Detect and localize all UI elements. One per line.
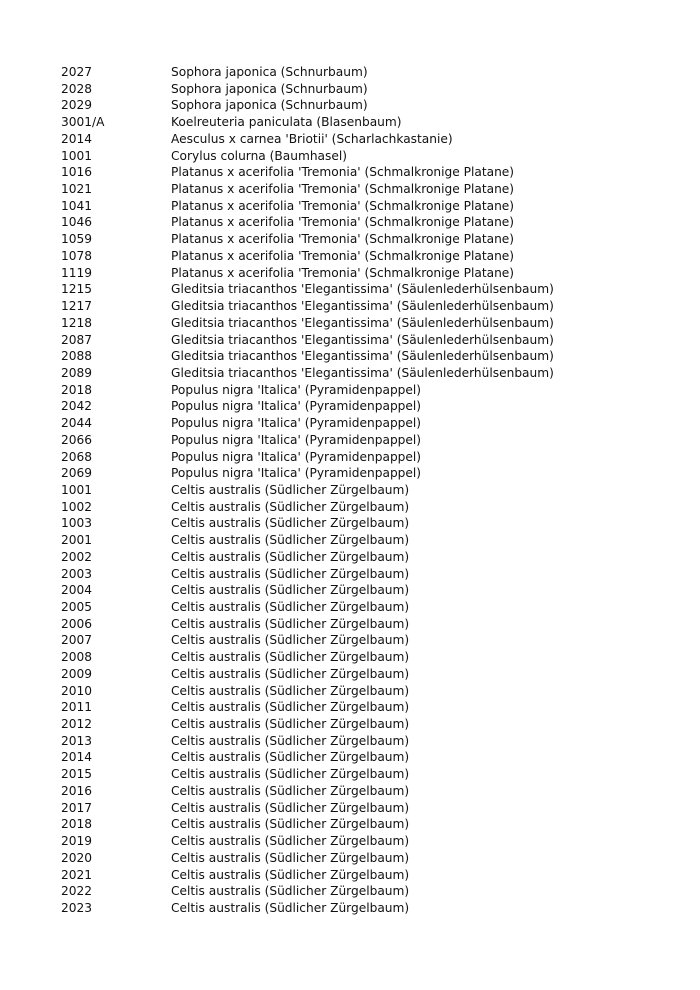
tree-number: 2015 [61, 767, 93, 782]
tree-row [61, 298, 661, 315]
tree-row [61, 248, 661, 265]
tree-species: Corylus colurna (Baumhasel) [171, 148, 348, 163]
tree-row [61, 766, 661, 783]
tree-row [61, 549, 661, 566]
tree-species: Populus nigra 'Italica' (Pyramidenpappel) [171, 432, 422, 447]
tree-row [61, 97, 661, 114]
tree-species: Celtis australis (Südlicher Zürgelbaum) [171, 666, 410, 681]
tree-row [61, 482, 661, 499]
tree-species: Celtis australis (Südlicher Zürgelbaum) [171, 700, 410, 715]
tree-species: Koelreuteria paniculata (Blasenbaum) [171, 115, 402, 130]
tree-species: Celtis australis (Südlicher Zürgelbaum) [171, 733, 410, 748]
tree-species: Platanus x acerifolia 'Tremonia' (Schmalkronige Platane) [171, 165, 515, 180]
tree-number: 2014 [61, 750, 93, 765]
tree-number: 1016 [61, 165, 93, 180]
tree-number: 2005 [61, 600, 93, 614]
tree-species: Populus nigra 'Italica' (Pyramidenpappel) [171, 399, 422, 414]
tree-number: 2016 [61, 783, 93, 798]
tree-number: 3001/A [61, 115, 105, 130]
tree-number: 2008 [61, 650, 93, 665]
tree-number: 1078 [61, 248, 93, 263]
tree-species: Platanus x acerifolia 'Tremonia' (Schmalkronige Platane) [171, 198, 515, 213]
tree-row [61, 214, 661, 231]
tree-row [61, 515, 661, 532]
tree-species: Celtis australis (Südlicher Zürgelbaum) [171, 884, 410, 899]
tree-row [61, 800, 661, 817]
tree-row [61, 499, 661, 516]
tree-species: Platanus x acerifolia 'Tremonia' (Schmalkronige Platane) [171, 265, 515, 280]
tree-row [61, 265, 661, 282]
tree-row [61, 716, 661, 733]
tree-number: 2088 [61, 349, 93, 364]
tree-number: 1021 [61, 182, 93, 197]
tree-number: 1001 [61, 148, 93, 163]
tree-species: Celtis australis (Südlicher Zürgelbaum) [171, 600, 410, 614]
tree-number: 1119 [61, 265, 93, 280]
tree-number: 2089 [61, 365, 93, 380]
tree-row [61, 850, 661, 867]
tree-species: Celtis australis (Südlicher Zürgelbaum) [171, 750, 410, 765]
tree-number: 2007 [61, 633, 93, 648]
tree-number: 1059 [61, 232, 93, 247]
tree-number: 1041 [61, 198, 93, 213]
tree-species: Celtis australis (Südlicher Zürgelbaum) [171, 767, 410, 782]
tree-row [61, 148, 661, 165]
tree-row [61, 749, 661, 766]
tree-row [61, 315, 661, 332]
tree-row [61, 582, 661, 599]
tree-species: Gleditsia triacanthos 'Elegantissima' (Säulenlederhülsenbaum) [171, 332, 554, 347]
tree-row [61, 382, 661, 399]
tree-species: Populus nigra 'Italica' (Pyramidenpappel) [171, 382, 422, 397]
tree-number: 1003 [61, 516, 93, 531]
tree-row [61, 231, 661, 248]
tree-number: 2014 [61, 131, 93, 146]
tree-number: 1001 [61, 482, 93, 497]
tree-species: Celtis australis (Südlicher Zürgelbaum) [171, 867, 410, 882]
tree-row [61, 81, 661, 98]
tree-number: 2012 [61, 717, 93, 732]
tree-number: 2023 [61, 900, 93, 915]
tree-number: 2087 [61, 332, 93, 347]
tree-list [61, 64, 661, 917]
tree-species: Aesculus x carnea 'Briotii' (Scharlachkastanie) [171, 131, 453, 146]
tree-row [61, 181, 661, 198]
tree-number: 2069 [61, 466, 93, 481]
tree-species: Celtis australis (Südlicher Zürgelbaum) [171, 850, 410, 865]
tree-number: 2001 [61, 533, 93, 548]
tree-species: Gleditsia triacanthos 'Elegantissima' (Säulenlederhülsenbaum) [171, 349, 554, 364]
tree-row [61, 683, 661, 700]
tree-row [61, 64, 661, 81]
tree-species: Celtis australis (Südlicher Zürgelbaum) [171, 533, 410, 548]
tree-number: 1046 [61, 215, 93, 230]
tree-row [61, 114, 661, 131]
tree-species: Populus nigra 'Italica' (Pyramidenpappel) [171, 466, 422, 481]
tree-species: Platanus x acerifolia 'Tremonia' (Schmalkronige Platane) [171, 232, 515, 247]
tree-row [61, 816, 661, 833]
tree-row [61, 415, 661, 432]
tree-species: Celtis australis (Südlicher Zürgelbaum) [171, 817, 410, 832]
tree-number: 2004 [61, 583, 93, 598]
tree-number: 2011 [61, 700, 93, 715]
tree-row [61, 198, 661, 215]
tree-number: 1002 [61, 499, 93, 514]
tree-row [61, 332, 661, 349]
tree-row [61, 632, 661, 649]
tree-row [61, 432, 661, 449]
tree-species: Gleditsia triacanthos 'Elegantissima' (Säulenlederhülsenbaum) [171, 299, 554, 314]
tree-row [61, 833, 661, 850]
tree-number: 2020 [61, 850, 93, 865]
tree-species: Sophora japonica (Schnurbaum) [171, 98, 368, 113]
tree-number: 1218 [61, 315, 93, 330]
tree-species: Platanus x acerifolia 'Tremonia' (Schmalkronige Platane) [171, 182, 515, 197]
tree-number: 2009 [61, 666, 93, 681]
tree-species: Celtis australis (Südlicher Zürgelbaum) [171, 516, 410, 531]
tree-number: 2022 [61, 884, 93, 899]
tree-species: Celtis australis (Südlicher Zürgelbaum) [171, 616, 410, 631]
tree-number: 2068 [61, 449, 93, 464]
tree-row [61, 599, 661, 616]
tree-row [61, 348, 661, 365]
tree-number: 2019 [61, 834, 93, 849]
tree-number: 2017 [61, 800, 93, 815]
tree-number: 2010 [61, 683, 93, 698]
tree-number: 2021 [61, 867, 93, 882]
tree-species: Celtis australis (Südlicher Zürgelbaum) [171, 499, 410, 514]
tree-row [61, 900, 661, 917]
tree-species: Platanus x acerifolia 'Tremonia' (Schmalkronige Platane) [171, 215, 515, 230]
tree-species: Sophora japonica (Schnurbaum) [171, 81, 368, 96]
tree-row [61, 867, 661, 884]
tree-species: Celtis australis (Südlicher Zürgelbaum) [171, 717, 410, 732]
tree-species: Celtis australis (Südlicher Zürgelbaum) [171, 566, 410, 581]
tree-species: Celtis australis (Südlicher Zürgelbaum) [171, 800, 410, 815]
tree-species: Populus nigra 'Italica' (Pyramidenpappel) [171, 449, 422, 464]
tree-species: Sophora japonica (Schnurbaum) [171, 65, 368, 79]
tree-species: Platanus x acerifolia 'Tremonia' (Schmalkronige Platane) [171, 248, 515, 263]
tree-row [61, 566, 661, 583]
tree-species: Celtis australis (Südlicher Zürgelbaum) [171, 633, 410, 648]
tree-number: 2018 [61, 382, 93, 397]
tree-number: 1217 [61, 299, 93, 314]
tree-row [61, 164, 661, 181]
tree-number: 2027 [61, 65, 93, 79]
tree-row [61, 131, 661, 148]
tree-row [61, 733, 661, 750]
tree-species: Celtis australis (Südlicher Zürgelbaum) [171, 834, 410, 849]
tree-number: 2002 [61, 549, 93, 564]
tree-number: 2042 [61, 399, 93, 414]
tree-species: Populus nigra 'Italica' (Pyramidenpappel) [171, 416, 422, 431]
tree-species: Gleditsia triacanthos 'Elegantissima' (Säulenlederhülsenbaum) [171, 365, 554, 380]
tree-species: Celtis australis (Südlicher Zürgelbaum) [171, 900, 410, 915]
tree-number: 2066 [61, 432, 93, 447]
tree-number: 2028 [61, 81, 93, 96]
tree-row [61, 365, 661, 382]
tree-number: 1215 [61, 282, 93, 297]
tree-number: 2013 [61, 733, 93, 748]
tree-row [61, 783, 661, 800]
tree-row [61, 281, 661, 298]
tree-number: 2006 [61, 616, 93, 631]
tree-number: 2029 [61, 98, 93, 113]
tree-species: Celtis australis (Südlicher Zürgelbaum) [171, 482, 410, 497]
tree-row [61, 449, 661, 466]
tree-row [61, 883, 661, 900]
tree-species: Gleditsia triacanthos 'Elegantissima' (Säulenlederhülsenbaum) [171, 282, 554, 297]
tree-row [61, 398, 661, 415]
tree-species: Celtis australis (Südlicher Zürgelbaum) [171, 683, 410, 698]
tree-species: Gleditsia triacanthos 'Elegantissima' (Säulenlederhülsenbaum) [171, 315, 554, 330]
tree-species: Celtis australis (Südlicher Zürgelbaum) [171, 783, 410, 798]
tree-row [61, 649, 661, 666]
tree-species: Celtis australis (Südlicher Zürgelbaum) [171, 650, 410, 665]
tree-row [61, 532, 661, 549]
tree-row [61, 465, 661, 482]
tree-row [61, 666, 661, 683]
tree-number: 2003 [61, 566, 93, 581]
tree-species: Celtis australis (Südlicher Zürgelbaum) [171, 583, 410, 598]
tree-row [61, 616, 661, 633]
tree-number: 2044 [61, 416, 93, 431]
tree-number: 2018 [61, 817, 93, 832]
tree-species: Celtis australis (Südlicher Zürgelbaum) [171, 549, 410, 564]
tree-row [61, 699, 661, 716]
